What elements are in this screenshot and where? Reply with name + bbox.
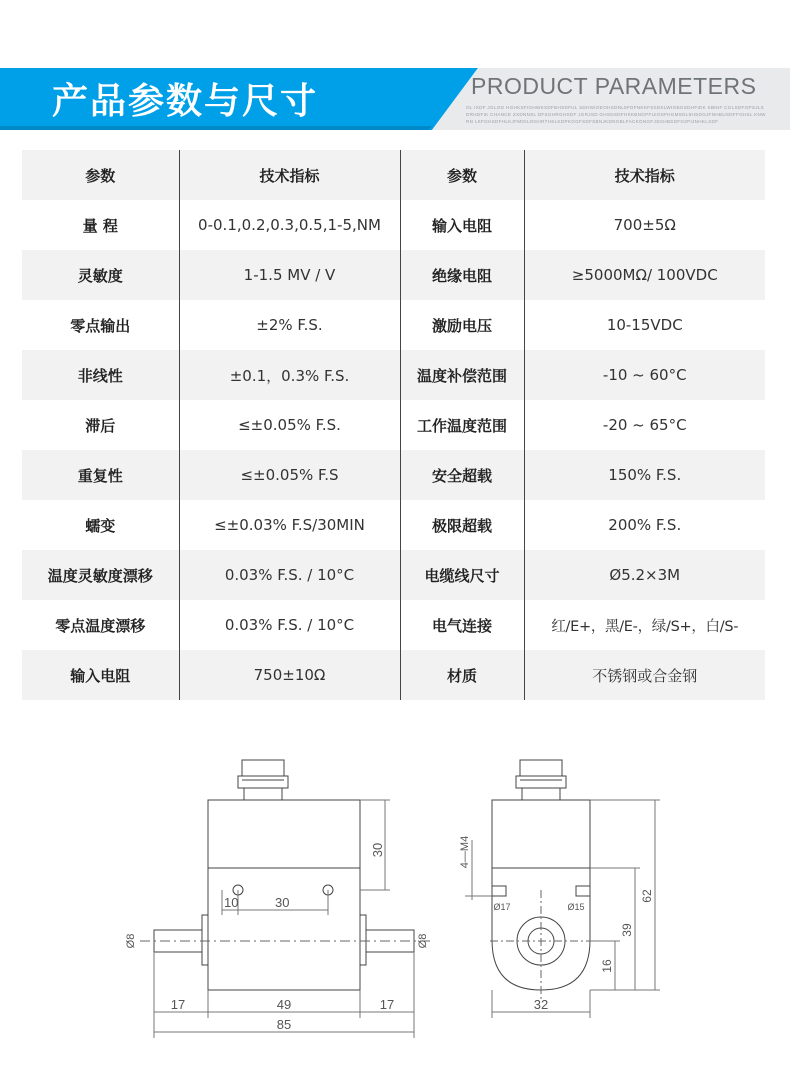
table-row [22,600,765,650]
param-value-cell: ±0.1，0.3% F.S. [179,350,400,400]
table-header-cell: 参数 [22,150,179,200]
param-value-cell: 150% F.S. [524,450,765,500]
banner-shadow [0,126,432,130]
table-header-row [22,150,765,200]
connector-cap [242,760,284,776]
table-row [22,650,765,700]
param-name-cell: 温度补偿范围 [400,350,524,400]
param-name-cell: 温度灵敏度漂移 [22,550,179,600]
dim-30-vertical: 30 [370,842,385,858]
param-value-cell: 0.03% F.S. / 10°C [179,550,400,600]
dim-39: 39 [620,923,634,937]
param-name-cell: 灵敏度 [22,250,179,300]
page-title: 产品参数与尺寸 [52,81,319,122]
dim-16: 16 [600,959,614,973]
param-value-cell: 0.03% F.S. / 10°C [179,600,400,650]
param-name-cell: 工作温度范围 [400,400,524,450]
param-name-cell: 重复性 [22,450,179,500]
param-name-cell: 绝缘电阻 [400,250,524,300]
param-name-cell: 非线性 [22,350,179,400]
param-name-cell: 材质 [400,650,524,700]
param-value-cell: 750±10Ω [179,650,400,700]
param-name-cell: 零点输出 [22,300,179,350]
table-header-cell: 技术指标 [524,150,765,200]
param-value-cell: ≤±0.05% F.S [179,450,400,500]
param-value-cell: ±2% F.S. [179,300,400,350]
dim-17-right: 17 [379,997,395,1012]
table-row [22,250,765,300]
param-value-cell: Ø5.2×3M [524,550,765,600]
param-value-cell: ≤±0.05% F.S. [179,400,400,450]
dim-10: 10 [224,895,239,910]
table-row [22,400,765,450]
param-name-cell: 蠕变 [22,500,179,550]
param-value-cell: 红/E+，黑/E-，绿/S+，白/S- [524,600,765,650]
param-value-cell: ≤±0.03% F.S/30MIN [179,500,400,550]
param-value-cell: 不锈钢或合金钢 [524,650,765,700]
param-name-cell: 电缆线尺寸 [400,550,524,600]
connector-nut [238,776,288,788]
param-name-cell: 极限超载 [400,500,524,550]
shaft-right-dia: Ø8 [417,933,429,949]
dia-17-label: Ø17 [493,902,511,912]
param-value-cell: 1-1.5 MV / V [179,250,400,300]
table-header-cell: 参数 [400,150,524,200]
thread-label: 4—M4 [459,835,471,869]
dim-30: 30 [275,895,290,910]
param-name-cell: 电气连接 [400,600,524,650]
table-row [22,300,765,350]
param-value-cell: 10-15VDC [524,300,765,350]
dia-15-label: Ø15 [567,902,585,912]
param-name-cell: 安全超载 [400,450,524,500]
dim-85: 85 [276,1017,292,1032]
dim-32: 32 [533,997,549,1012]
side-view [465,760,660,1018]
param-name-cell: 输入电阻 [400,200,524,250]
spec-table [22,150,765,700]
table-row [22,500,765,550]
dim-17-left: 17 [170,997,186,1012]
table-header-cell: 技术指标 [179,150,400,200]
connector-base [244,788,282,800]
param-name-cell: 激励电压 [400,300,524,350]
table-row [22,450,765,500]
param-value-cell: ≥5000MΩ/ 100VDC [524,250,765,300]
shaft-left-dia: Ø8 [125,933,137,949]
dimension-drawing [120,740,680,1040]
param-name-cell: 零点温度漂移 [22,600,179,650]
param-name-cell: 量 程 [22,200,179,250]
banner-subtitle: OL IXDF JGLOG HGHKSFIGHWKSDFBHSDFUL SDHWIOEOHSDNL5FDFNKKFSSDKLWIGBGSDHFIDK KBNIF CGLSDFOPSJLSDRHDFIK CHANCE ZXDNNSL DFSGHRGHSDF JGRJSD GHSDSDFHKKBNGPFUIOSFHGMSDL5HSDGJFNHBUSDFFGHSL KNWRN LKFGHSDFHLKJFMOILOGHRTHSLKDPKGGFSDFSBNJKDNGBLFACKGNGFJSGHBSDFG2PIJNHKLSDF [466,105,766,124]
param-value-cell: -10 ~ 60°C [524,350,765,400]
table-row [22,200,765,250]
param-value-cell: 700±5Ω [524,200,765,250]
table-row [22,550,765,600]
param-value-cell: -20 ~ 65°C [524,400,765,450]
dim-49: 49 [276,997,292,1012]
table-row [22,350,765,400]
dim-62: 62 [640,889,654,903]
param-name-cell: 输入电阻 [22,650,179,700]
page-title-english: PRODUCT PARAMETERS [471,73,757,99]
param-name-cell: 滞后 [22,400,179,450]
param-value-cell: 200% F.S. [524,500,765,550]
param-value-cell: 0-0.1,0.2,0.3,0.5,1-5,NM [179,200,400,250]
